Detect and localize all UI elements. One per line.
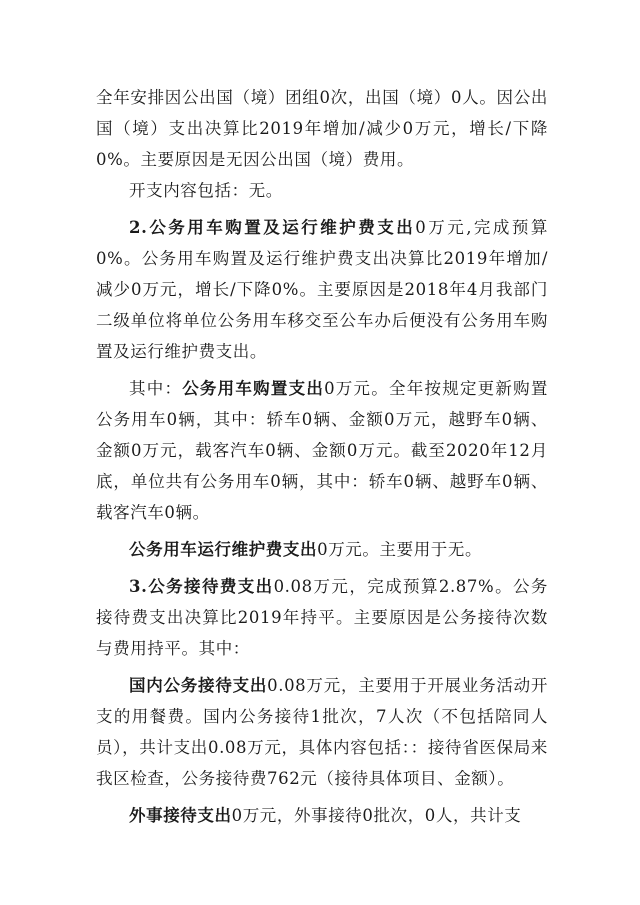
paragraph-foreign-reception: [96, 800, 548, 831]
section-heading: 2.公务用车购置及运行维护费支出: [129, 218, 416, 237]
paragraph-text: 0万元。主要用于无。: [317, 540, 483, 559]
paragraph-domestic-reception: [96, 670, 548, 794]
paragraph-vehicle-purchase: [96, 373, 548, 528]
paragraph-text: 0万元，外事接待0批次，0人，共计支: [231, 806, 522, 825]
paragraph-text: 0万元。全年按规定更新购置公务用车0辆，其中：轿车0辆、金额0万元，越野车0辆、金额0万元，载客汽车0辆、金额0万元。截至2020年12月底，单位共有公务用车0辆，其中：轿车0辆、越野车0辆、载客汽车0辆。: [96, 379, 548, 522]
section-heading: 外事接待支出: [129, 806, 232, 825]
paragraph-expense-content: [96, 175, 548, 206]
section-heading: 公务用车购置支出: [182, 379, 325, 398]
section-heading: 公务用车运行维护费支出: [129, 540, 318, 559]
paragraph-text: 全年安排因公出国（境）团组0次，出国（境）0人。因公出国（境）支出决算比2019年增加/减少0万元，增长/下降0%。主要原因是无因公出国（境）费用。: [96, 88, 548, 169]
paragraph-text: 0.08万元，完成预算2.87%。公务接待费支出决算比2019年持平。主要原因是公务接待次数与费用持平。其中：: [96, 577, 548, 658]
paragraph-vehicle-expenses: [96, 212, 548, 367]
document-body: [96, 82, 548, 831]
paragraph-overseas-travel: [96, 82, 548, 175]
paragraph-reception-expenses: [96, 571, 548, 664]
section-heading: 国内公务接待支出: [129, 676, 268, 695]
paragraph-vehicle-maintenance: [96, 534, 548, 565]
paragraph-text: 0.08万元，主要用于开展业务活动开支的用餐费。国内公务接待1批次，7人次（不包括陪同人员），共计支出0.08万元，具体内容包括：：接待省医保局来我区检查，公务接待费762元（接待具体项目、金额）。: [96, 676, 548, 788]
paragraph-text: 0万元,完成预算0%。公务用车购置及运行维护费支出决算比2019年增加/减少0万元，增长/下降0%。主要原因是2018年4月我部门二级单位将单位公务用车移交至公车办后便没有公务用车购置及运行维护费支出。: [96, 218, 549, 361]
paragraph-prefix: 其中：: [129, 379, 183, 398]
section-heading: 3.公务接待费支出: [129, 577, 274, 596]
paragraph-text: 开支内容包括：无。: [129, 181, 283, 200]
